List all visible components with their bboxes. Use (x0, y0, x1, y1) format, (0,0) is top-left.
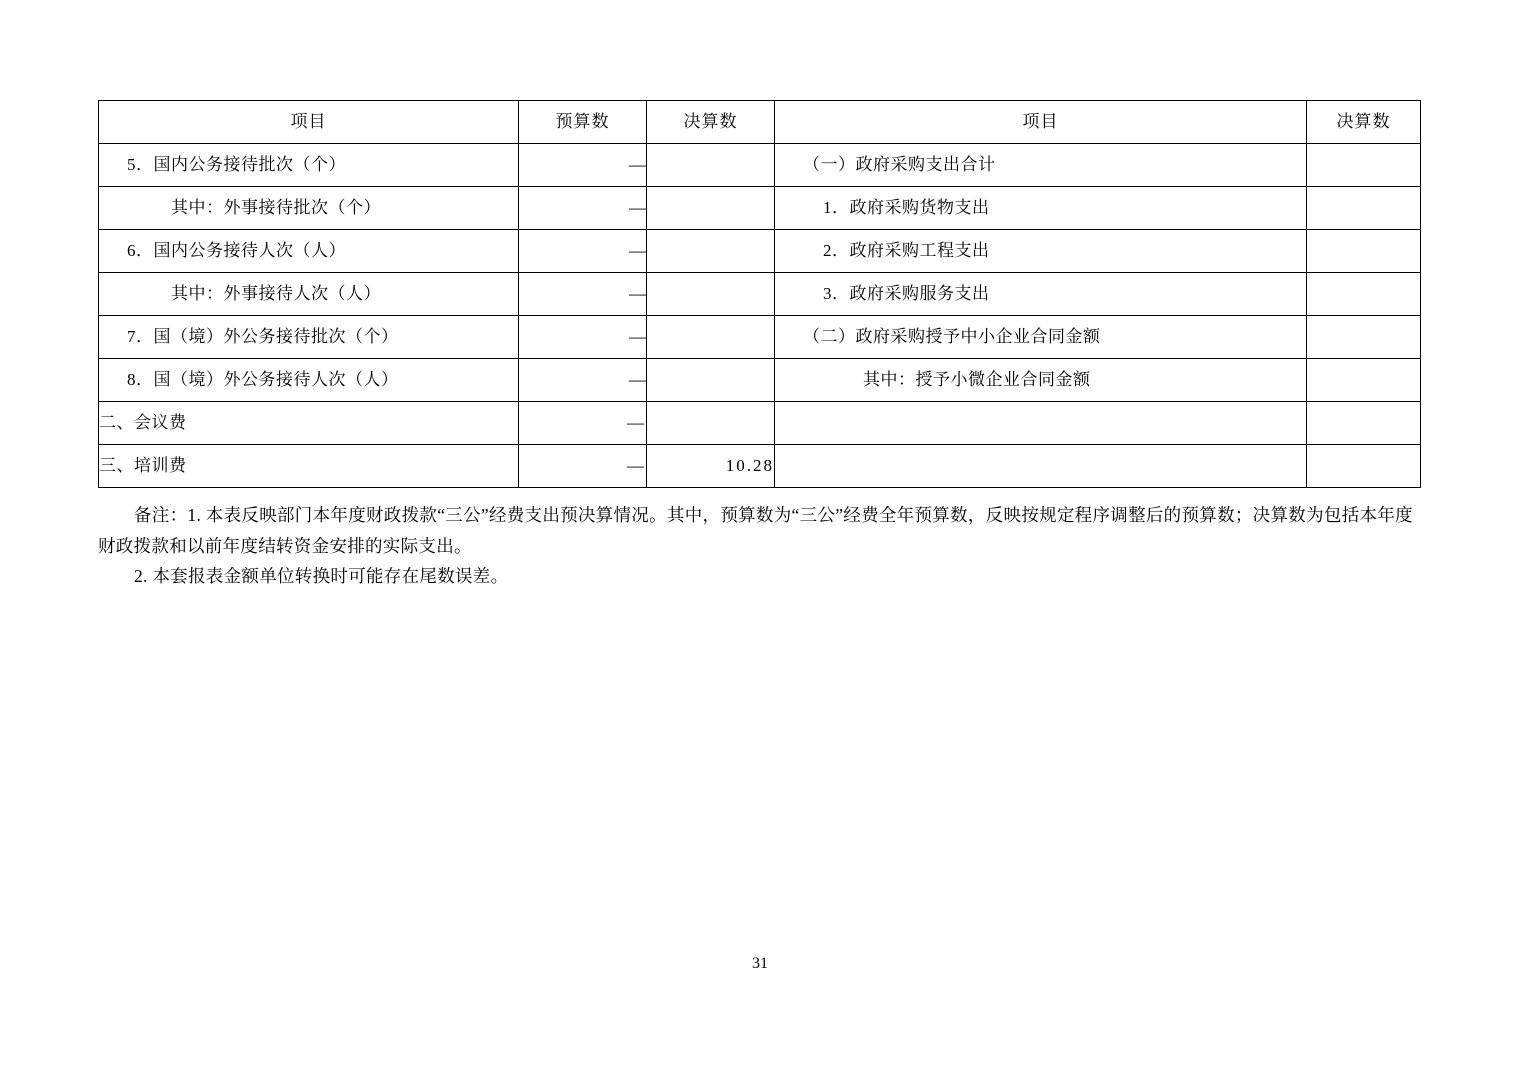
row-left-label: 7．国（境）外公务接待批次（个） (99, 316, 519, 359)
row-left-label: 其中：外事接待人次（人） (99, 273, 519, 316)
row-left-label: 其中：外事接待批次（个） (99, 187, 519, 230)
page-number: 31 (752, 955, 768, 972)
table-notes (98, 500, 1420, 592)
row-left-label: 二、会议费 (99, 402, 519, 445)
table-body (99, 144, 1421, 488)
row-budget-value: — (519, 359, 647, 402)
row-final-value (647, 144, 775, 187)
row-budget-value: — (519, 230, 647, 273)
row-left-label: 6．国内公务接待人次（人） (99, 230, 519, 273)
table-row (99, 144, 1421, 187)
row-final-value (647, 230, 775, 273)
table-row (99, 187, 1421, 230)
row-right-final-value (1307, 316, 1421, 359)
row-budget-value: — (519, 144, 647, 187)
row-final-value (647, 316, 775, 359)
row-right-final-value (1307, 402, 1421, 445)
row-right-final-value (1307, 230, 1421, 273)
table-row (99, 230, 1421, 273)
row-budget-value: — (519, 273, 647, 316)
header-final-right: 决算数 (1307, 101, 1421, 144)
row-right-label: （二）政府采购授予中小企业合同金额 (775, 316, 1307, 359)
row-right-label: 其中：授予小微企业合同金额 (775, 359, 1307, 402)
row-final-value (647, 187, 775, 230)
row-budget-value: — (519, 316, 647, 359)
header-item-right: 项目 (775, 101, 1307, 144)
header-final: 决算数 (647, 101, 775, 144)
row-left-label: 5．国内公务接待批次（个） (99, 144, 519, 187)
row-budget-value: — (519, 187, 647, 230)
row-final-value (647, 359, 775, 402)
note-line-2: 2. 本套报表金额单位转换时可能存在尾数误差。 (134, 566, 509, 587)
budget-table-container (98, 100, 1420, 488)
row-right-label (775, 402, 1307, 445)
header-budget: 预算数 (519, 101, 647, 144)
row-final-value (647, 402, 775, 445)
table-row (99, 445, 1421, 488)
row-right-final-value (1307, 187, 1421, 230)
row-right-final-value (1307, 359, 1421, 402)
row-final-value: 10.28 (647, 445, 775, 488)
row-right-label: （一）政府采购支出合计 (775, 144, 1307, 187)
row-left-label: 三、培训费 (99, 445, 519, 488)
row-right-final-value (1307, 144, 1421, 187)
row-right-label (775, 445, 1307, 488)
budget-table (98, 100, 1421, 488)
row-right-label: 2．政府采购工程支出 (775, 230, 1307, 273)
note-line-1: 备注：1. 本表反映部门本年度财政拨款“三公”经费支出预决算情况。其中，预算数为“三公”经费全年预算数，反映按规定程序调整后的预算数；决算数为包括本年度财政拨款和以前年度结转资金安排的实际支出。 (98, 505, 1413, 556)
table-row (99, 316, 1421, 359)
row-final-value (647, 273, 775, 316)
row-left-label: 8．国（境）外公务接待人次（人） (99, 359, 519, 402)
row-budget-value: — (519, 445, 647, 488)
table-row (99, 359, 1421, 402)
table-row (99, 402, 1421, 445)
table-row (99, 273, 1421, 316)
row-right-label: 3．政府采购服务支出 (775, 273, 1307, 316)
row-budget-value: — (519, 402, 647, 445)
header-item-left: 项目 (99, 101, 519, 144)
table-header-row (99, 101, 1421, 144)
row-right-final-value (1307, 273, 1421, 316)
row-right-final-value (1307, 445, 1421, 488)
row-right-label: 1．政府采购货物支出 (775, 187, 1307, 230)
